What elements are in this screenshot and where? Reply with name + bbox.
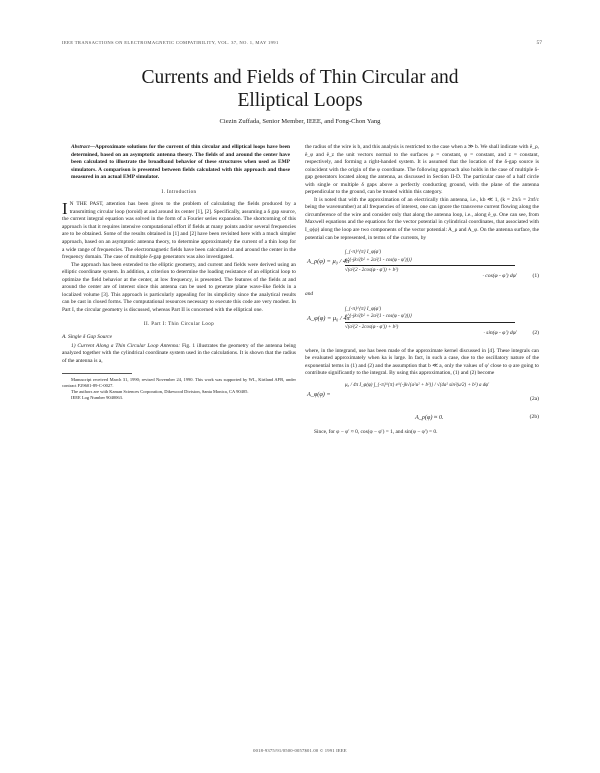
title-line-1: Currents and Fields of Thin Circular and xyxy=(141,67,459,88)
copyright-line: 0018-9375/91/0500-0057$01.00 © 1991 IEEE xyxy=(253,748,347,753)
right-paragraph-4: Since, for φ − φ′ ≈ 0, cos(φ − φ′) = 1, and sin(φ − φ′) = 0. xyxy=(314,428,438,435)
running-head: IEEE TRANSACTIONS ON ELECTROMAGNETIC COMPATIBILITY, VOL. 37, NO. 1, MAY 1991 xyxy=(62,40,279,45)
part1-paragraph-1 xyxy=(62,343,296,366)
equation-1-tail: · cos(φ - φ′) dφ′ xyxy=(482,273,517,280)
abstract xyxy=(62,144,296,182)
equation-1-fraction-bar xyxy=(345,265,515,266)
equation-2a xyxy=(305,382,539,412)
right-paragraph-3: where, in the integrand, use has been made of the approximate kernel discussed in [4]. These integrals can be evaluated approximately when ka is large. In fact, in such a case, due to the oscillatory nature of the exponential terms in (1) and (2) and the assumption that b ≪ a, only the values of φ′ close to φ are going to contribute significantly to the integral. By using this approximation, (1) and (2) become xyxy=(305,347,539,377)
footnote-manuscript: Manuscript received March 31, 1990; revised November 24, 1990. This work was supported by WL, Kirtland AFB, under contract F29601-89-C-0027. xyxy=(62,377,296,389)
right-paragraph-1: the radius of the wire is b, and this analysis is restricted to the case when a ≫ b. We shall indicate with ê_ρ, ê_φ and ê_z the unit vectors normal to the surfaces ρ = constant, φ = constant, and z = constant, respectively, and forming a right-handed system. It is assumed that the location of the δ-gap source is coincident with the origin of the φ coordinate. The following approach also holds in the case of multiple δ-gap generators located along the antenna, as discussed in Section II-D. The particular case of a half circle with single or multiple δ gaps above a perfectly conducting ground, with the plane of the antenna perpendicular to the ground, can be treated within this category. xyxy=(305,144,539,196)
paper-title xyxy=(0,66,600,112)
equation-2a-rhs: μ₀ / 4π I_φ(φ) ∫_{-π}^{π} e^{-jk√(a²u² + b²)} / √(4a² sin²(u/2) + b²) a dφ′ xyxy=(345,382,490,388)
equation-1-label: (1) xyxy=(532,273,539,280)
equation-2b-text: A_ρ(φ) ≈ 0. xyxy=(415,413,444,421)
abstract-text: Approximate solutions for the current of thin circular and elliptical loops have been determined, based on an asymptotic antenna theory. The fields of and around the center have been calculated to illustrate the broadband behavior of these structures when used as EMP simulators. A comparison is presented between fields calculated with this approach and those measured in an actual EMP simulator. xyxy=(71,144,290,181)
intro-paragraph-1-text: N THE PAST, attention has been given to the problem of calculating the fields produced by a transmitting circular loop (toroid) at and around its center [1], [2]. Specifically, assuming a δ gap source, the current integral equation was solved in the form of a Fourier series expansion. The shortcoming of this approach is that it requires intensive computational effort if fields at many points and/or several frequencies are to be obtained. Some of the results obtained in [1] and [2] have been revisited here with a much simpler approach, based on an asymptotic antenna theory, to determine approximately the current of a thin loop for a wide range of frequencies. The electromagnetic fields have been calculated at and around the center in the frequency domain. The case of multiple δ-gap generators was also investigated. xyxy=(62,201,296,261)
footnote-rule xyxy=(62,373,132,374)
equation-2-tail: · sin(φ - φ′) dφ′ xyxy=(483,329,517,336)
footnote-affiliation: The authors are with Kaman Sciences Corporation, Dikewood Division, Santa Monica, CA 90405. xyxy=(71,389,249,395)
equation-2-fraction-bar xyxy=(345,322,515,323)
equation-1-lhs: A_ρ(φ) = μ₀ / 4π xyxy=(307,258,350,266)
equation-2 xyxy=(305,304,539,344)
equation-1-numerator: e^{-jk√(b² + 2a²(1 - cos(φ - φ′)))} xyxy=(345,257,412,263)
equation-1 xyxy=(305,247,539,287)
title-line-2: Elliptical Loops xyxy=(237,90,363,111)
part1-paragraph-1-text: Fig. 1 illustrates the geometry of the antenna being analyzed together with the cylindrical coordinate system used in the calculations. It is shown that the radius of the antenna is a, xyxy=(62,342,296,364)
equation-1-denominator: √(a²(2 - 2cos(φ - φ′)) + b²) xyxy=(345,268,399,274)
right-column xyxy=(305,144,539,436)
equation-2-integral: ∫_{-π}^{π} I_φ(φ′) xyxy=(345,306,382,312)
page-number: 57 xyxy=(536,40,542,46)
equation-2-lhs: A_φ(φ) = μ₀ / 4π xyxy=(307,314,350,322)
equation-1-fraction xyxy=(345,249,525,275)
section-heading-part-1: II. Part I: Thin Circular Loop xyxy=(143,322,215,328)
equation-2-fraction xyxy=(345,306,525,332)
equation-2a-lhs: A_φ(φ) = xyxy=(307,390,331,398)
author-line: Ciezin Zuffada, Senior Member, IEEE, and Fong-Chon Yang xyxy=(219,118,381,125)
and-connector: and xyxy=(305,291,314,298)
equation-1-integral: ∫_{-π}^{π} I_φ(φ′) xyxy=(345,250,382,256)
equation-2b-label: (2b) xyxy=(529,413,539,420)
left-column xyxy=(62,144,296,401)
subsubsection-heading-1: 1) Current Along a Thin Circular Loop Antenna: xyxy=(71,342,181,349)
drop-cap: I xyxy=(62,199,68,219)
footnote-log-number: IEEE Log Number 9040063. xyxy=(71,395,123,401)
equation-2-denominator: √(a²(2 - 2cos(φ - φ′)) + b²) xyxy=(345,324,399,330)
abstract-label: Abstract— xyxy=(71,144,95,150)
right-paragraph-2: It is noted that with the approximation of an electrically thin antenna, i.e., kb ≪ 1, (k = 2π/λ = 2πf/c being the wavenumber) at all frequencies of interest, one can ignore the transverse current flowing along the circumference of the wire and consider only that along the antenna loop, i.e., along ê_φ. One can see, from Maxwell equations and the equations for the vector potential in cylindrical coordinates, that associated with I_φ(φ) along the loop are two components of the vector potential: A_ρ and A_φ. On the antenna surface, the potential can be represented, in terms of the currents, by xyxy=(305,196,539,241)
equation-2a-label: (2a) xyxy=(529,395,539,402)
intro-paragraph-2: The approach has been extended to the elliptic geometry, and current and fields were derived using an elliptic coordinate system. In addition, a criterion to determine the loading resistance of an elliptical loop to optimize the field behavior at the center, at low frequency, is presented. The features of the fields at and around the center are of interest since this antenna can be used to generate plane wave-like fields in a localized volume [3]. This approach is particularly appealing for its simplicity since the analytical results can be cast in closed forms. The computational resources necessary to execute this code are very modest. In Part I, the circular geometry is discussed, whereas Part II is concerned with the elliptical one. xyxy=(62,261,296,313)
section-heading-introduction: I. Introduction xyxy=(161,189,197,195)
equation-2-numerator: e^{-jk√(b² + 2a²(1 - cos(φ - φ′)))} xyxy=(345,314,412,320)
equation-2b xyxy=(305,414,539,426)
equation-2-label: (2) xyxy=(532,329,539,336)
intro-paragraph-1 xyxy=(62,201,296,261)
subsection-heading-a: A. Single δ Gap Source xyxy=(62,334,113,341)
